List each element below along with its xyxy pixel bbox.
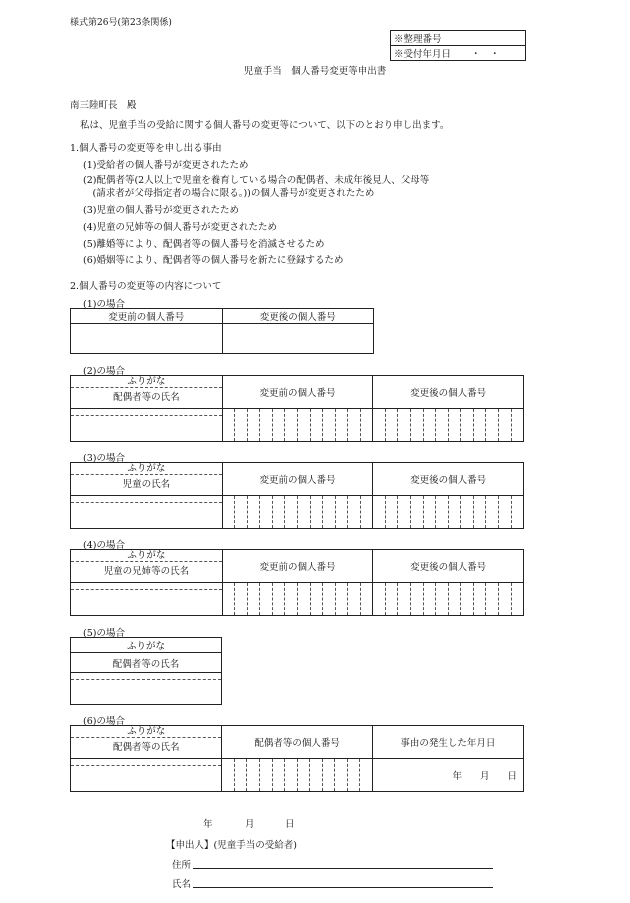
reason-2-cont: (請求者が父母指定者の場合に限る。))の個人番号が変更されたため	[83, 188, 375, 199]
case6-table	[70, 725, 524, 792]
case6-name-field[interactable]	[71, 759, 222, 792]
address-label: 住所	[172, 860, 192, 871]
case3-furigana-header: ふりがな	[71, 463, 222, 475]
case4-after-digits[interactable]	[373, 583, 524, 616]
case6-label: (6)の場合	[83, 716, 125, 727]
case3-before-header: 変更前の個人番号	[222, 463, 373, 496]
case3-label: (3)の場合	[83, 453, 125, 464]
section2-heading: 2.個人番号の変更等の内容について	[70, 281, 222, 292]
case5-label: (5)の場合	[83, 628, 125, 639]
case4-label: (4)の場合	[83, 540, 125, 551]
case3-table	[70, 462, 524, 529]
case2-after-header: 変更後の個人番号	[373, 376, 524, 409]
case2-table	[70, 375, 524, 442]
case5-furigana-header: ふりがな	[71, 638, 222, 653]
case6-furigana-header: ふりがな	[71, 726, 221, 738]
case5-name-field[interactable]	[71, 673, 222, 705]
seiri-label: ※整理番号	[391, 31, 526, 46]
name-line[interactable]	[193, 887, 493, 888]
case3-before-digits[interactable]	[222, 496, 373, 529]
case4-before-header: 変更前の個人番号	[222, 550, 373, 583]
name-label: 氏名	[172, 879, 192, 890]
case1-after-digits[interactable]	[222, 324, 374, 354]
addressee: 南三陸町長 殿	[70, 100, 137, 111]
case1-after-header: 変更後の個人番号	[222, 309, 374, 324]
case2-label: (2)の場合	[83, 366, 125, 377]
case6-date-header: 事由の発生した年月日	[372, 726, 523, 759]
reason-4: (4)児童の兄姉等の個人番号が変更されたため	[83, 222, 277, 233]
case3-name-header: 児童の氏名	[122, 479, 171, 490]
case2-after-digits[interactable]	[373, 409, 524, 442]
section1-heading: 1.個人番号の変更等を申し出る事由	[70, 143, 222, 154]
case4-name-field[interactable]	[71, 583, 223, 616]
case2-furigana-header: ふりがな	[71, 376, 222, 388]
case2-name-field[interactable]	[71, 409, 223, 442]
applicant-label: 【申出人】(児童手当の受給者)	[166, 840, 297, 851]
case1-label: (1)の場合	[83, 299, 125, 310]
case2-before-header: 変更前の個人番号	[222, 376, 373, 409]
uketsuke-label: ※受付年月日	[394, 49, 452, 60]
case2-before-digits[interactable]	[222, 409, 373, 442]
case1-before-digits[interactable]	[71, 324, 223, 354]
address-line[interactable]	[193, 868, 493, 869]
case4-after-header: 変更後の個人番号	[373, 550, 524, 583]
case4-furigana-header: ふりがな	[71, 550, 222, 562]
case2-name-header: 配偶者等の氏名	[113, 392, 180, 403]
office-use-box	[390, 30, 526, 61]
case6-date-field[interactable]	[372, 759, 523, 792]
case4-name-header: 児童の兄姉等の氏名	[103, 566, 190, 577]
case6-month: 月	[479, 771, 490, 782]
document-title: 児童手当 個人番号変更等申出書	[243, 66, 387, 77]
date-dots: ・ ・	[471, 49, 500, 60]
case6-number-digits[interactable]	[222, 759, 372, 792]
case1-table	[70, 308, 374, 354]
reason-5: (5)離婚等により、配偶者等の個人番号を消滅させるため	[83, 239, 325, 250]
case5-name-header: 配偶者等の氏名	[71, 653, 222, 673]
form-number: 様式第26号(第23条関係)	[70, 18, 172, 28]
reason-6: (6)婚姻等により、配偶者等の個人番号を新たに登録するため	[83, 255, 344, 266]
case6-number-header: 配偶者等の個人番号	[222, 726, 372, 759]
footer-month: 月	[245, 819, 255, 830]
intro-text: 私は、児童手当の受給に関する個人番号の変更等について、以下のとおり申し出ます。	[80, 120, 450, 131]
case4-before-digits[interactable]	[222, 583, 373, 616]
case1-before-header: 変更前の個人番号	[71, 309, 223, 324]
case4-table	[70, 549, 524, 616]
reason-3: (3)児童の個人番号が変更されたため	[83, 205, 239, 216]
case3-after-header: 変更後の個人番号	[373, 463, 524, 496]
reason-1: (1)受給者の個人番号が変更されたため	[83, 160, 249, 171]
case6-day: 日	[507, 771, 517, 782]
case3-after-digits[interactable]	[373, 496, 524, 529]
reason-2: (2)配偶者等(2人以上で児童を養育している場合の配偶者、未成年後見人、父母等	[83, 175, 430, 186]
case3-name-field[interactable]	[71, 496, 223, 529]
footer-year: 年	[203, 819, 213, 830]
case5-table	[70, 637, 222, 705]
case6-year: 年	[452, 771, 462, 782]
case6-name-header: 配偶者等の氏名	[112, 742, 180, 753]
footer-day: 日	[285, 819, 295, 830]
